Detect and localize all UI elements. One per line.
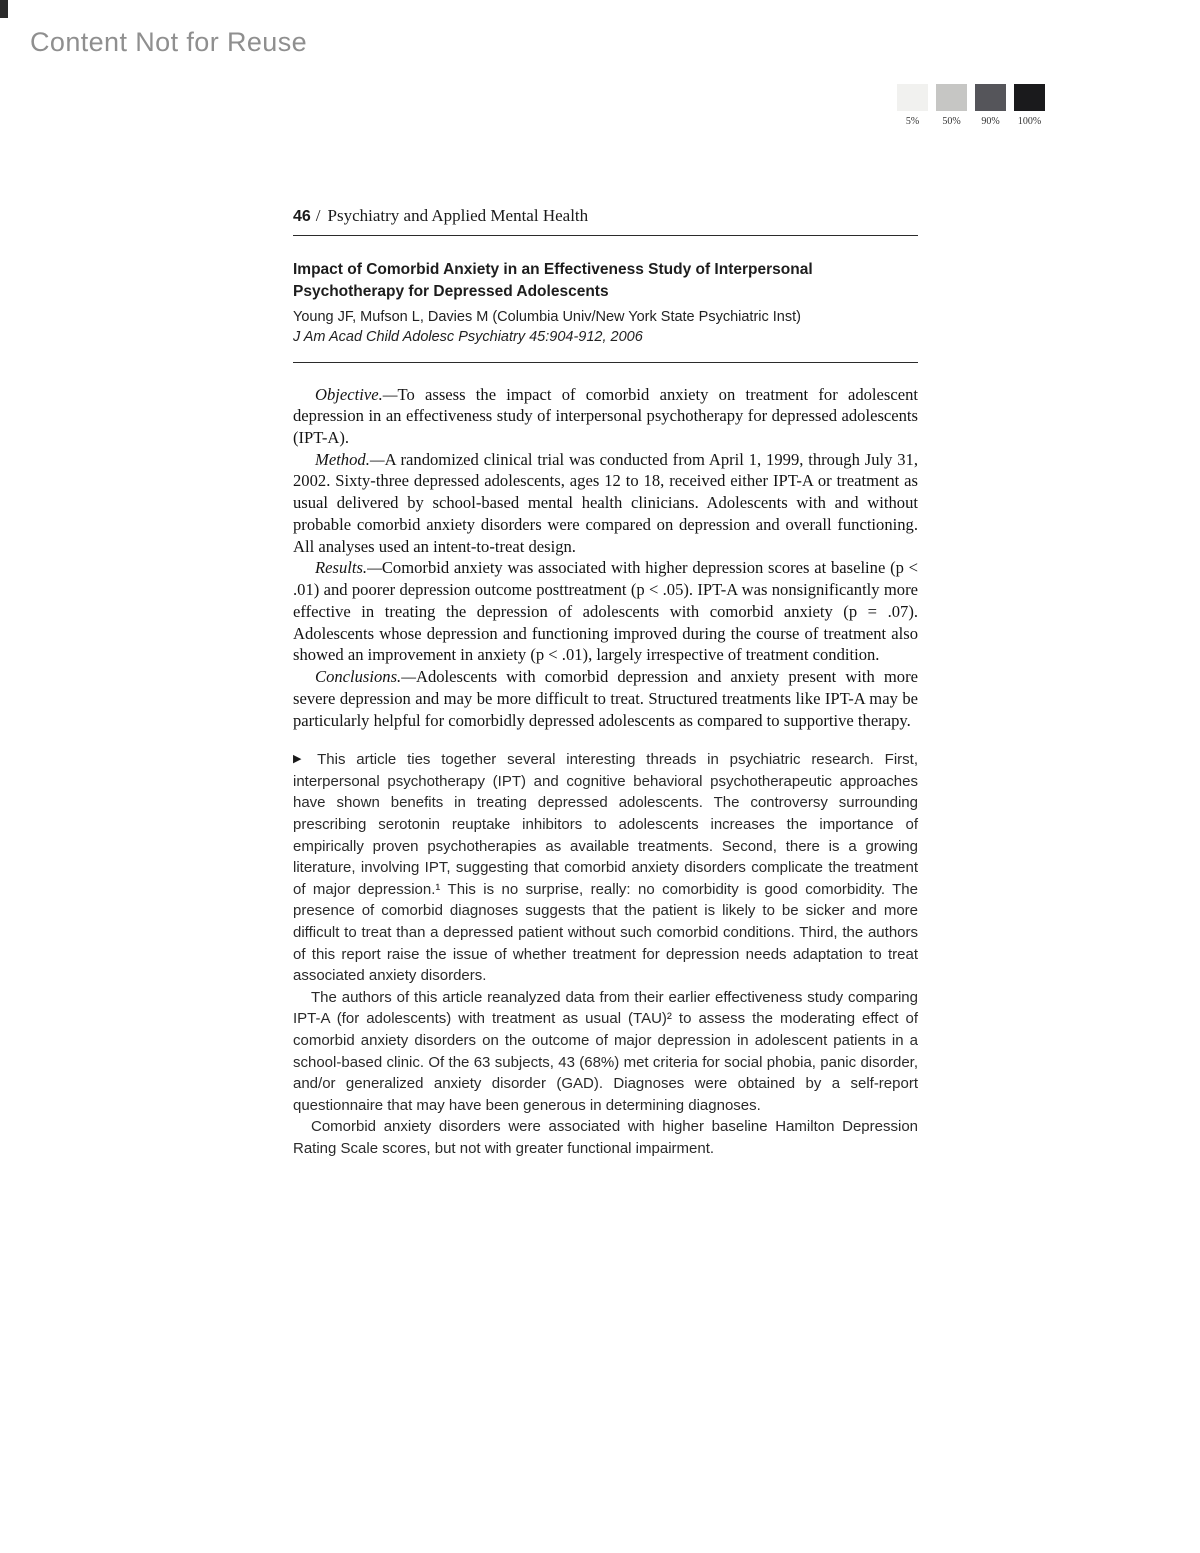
paragraph-text: Adolescents with comorbid depression and anxiety present with more severe depression and may be more difficult to treat. Structured treatments like IPT-A may be particularly helpful for comorbidly depressed adolescents as compared to supportive therapy. [293, 667, 918, 730]
calibration-strip [897, 84, 1045, 127]
calibration-swatch [936, 84, 967, 127]
swatch-box [897, 84, 928, 111]
calibration-swatch [975, 84, 1006, 127]
abstract [293, 384, 918, 732]
paragraph-text: This article ties together several interesting threads in psychiatric research. First, interpersonal psychotherapy (IPT) and cognitive behavioral psychotherapeutic approaches have shown benefits in treating depressed adolescents. The controversy surrounding prescribing serotonin reuptake inhibitors to adolescents increases the importance of empirically proven psychotherapies as available treatments. Second, there is a growing literature, involving IPT, suggesting that comorbid anxiety disorders complicate the treatment of major depression.¹ This is no surprise, really: no comorbidity is good comorbidity. The presence of comorbid diagnoses suggests that the patient is likely to be sicker and more difficult to treat than a depressed patient without such comorbid conditions. Third, the authors of this report raise the issue of whether treatment for depression needs adaptation to treat associated anxiety disorders. [293, 751, 918, 985]
article-authors: Young JF, Mufson L, Davies M (Columbia Univ/New York State Psychiatric Inst) [293, 308, 801, 325]
paragraph-lead: Method.— [315, 449, 385, 469]
calibration-swatch [1014, 84, 1045, 127]
running-head [293, 206, 918, 226]
swatch-label: 5% [905, 116, 920, 127]
swatch-label: 90% [981, 116, 1000, 127]
paragraph-text: Comorbid anxiety was associated with higher depression scores at baseline (p < .01) and poorer depression outcome posttreatment (p < .05). IPT-A was nonsignificantly more effective in treating the depression of adolescents with comorbid anxiety (p = .07). Adolescents whose depression and functioning improved during the course of treatment also showed an improvement in anxiety (p < .01), largely irrespective of treatment condition. [293, 558, 918, 665]
header-rule [293, 235, 918, 236]
abstract-paragraph-method [293, 449, 918, 558]
swatch-label: 100% [1017, 116, 1042, 127]
swatch-box [936, 84, 967, 111]
paragraph-lead: Objective.— [315, 384, 398, 404]
paragraph-lead: Results.— [315, 558, 382, 578]
commentary-paragraph: The authors of this article reanalyzed data from their earlier effectiveness study comparing IPT-A (for adolescents) with treatment as usual (TAU)² to assess the moderating effect of comorbid anxiety disorders on the outcome of major depression in adolescent patients in a school-based clinic. Of the 63 subjects, 43 (68%) met criteria for social phobia, panic disorder, and/or generalized anxiety disorder (GAD). Diagnoses were obtained by a self-report questionnaire that may have been generous in determining diagnoses. [293, 988, 918, 1114]
paragraph-lead: Conclusions.— [315, 667, 416, 687]
commentary-marker-icon: ▶ [293, 753, 309, 766]
paragraph-text: A randomized clinical trial was conducted from April 1, 1999, through July 31, 2002. Sixty-three depressed adolescents, ages 12 to 18, received either IPT-A or treatment as usual delivered by school-based mental health clinicians. Adolescents with and without probable comorbid anxiety disorders were compared on depression and overall functioning. All analyses used an intent-to-treat design. [293, 449, 918, 556]
commentary [293, 749, 918, 1159]
swatch-box [975, 84, 1006, 111]
paragraph-text: To assess the impact of comorbid anxiety on treatment for adolescent depression in an effectiveness study of interpersonal psychotherapy for depressed adolescents (IPT-A). [293, 384, 918, 447]
running-head-title: Psychiatry and Applied Mental Health [327, 206, 589, 225]
article-title: Impact of Comorbid Anxiety in an Effectiveness Study of Interpersonal Psychotherapy for Depressed Adolescents [293, 261, 813, 301]
swatch-box [1014, 84, 1045, 111]
running-head-separator: / [315, 206, 321, 225]
abstract-paragraph-results [293, 557, 918, 666]
journal-name: J Am Acad Child Adolesc Psychiatry [293, 329, 526, 346]
commentary-paragraph: Comorbid anxiety disorders were associated with higher baseline Hamilton Depression Rating Scale scores, but not with greater functional impairment. [293, 1118, 918, 1157]
swatch-label: 50% [942, 116, 961, 127]
scan-corner-mark [0, 0, 8, 18]
calibration-swatch [897, 84, 928, 127]
journal-citation: 45:904-912, 2006 [525, 329, 643, 346]
page-content [293, 206, 918, 1160]
abstract-paragraph-objective [293, 384, 918, 449]
watermark: Content Not for Reuse [30, 27, 308, 57]
source-rule [293, 362, 918, 363]
commentary-paragraph [293, 749, 918, 987]
article-source [293, 327, 918, 347]
page-number: 46 [293, 208, 311, 225]
abstract-paragraph-conclusions [293, 666, 918, 731]
